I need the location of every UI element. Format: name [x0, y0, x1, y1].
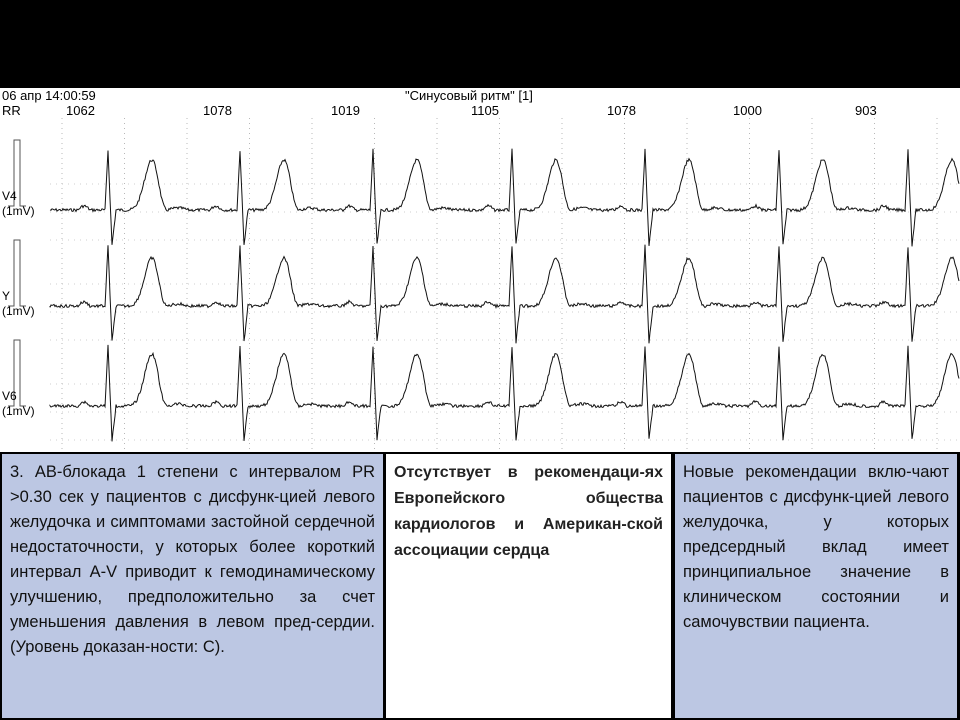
ecg-trace-v6 — [50, 345, 959, 442]
calibration-pulse — [8, 240, 26, 306]
ecg-timestamp: 06 апр 14:00:59 — [2, 88, 96, 103]
rr-value: 1078 — [607, 103, 636, 118]
rr-value: 1000 — [733, 103, 762, 118]
ecg-panel — [0, 88, 960, 452]
lead-y-name: Y — [2, 289, 11, 303]
table-cell-absent-note: Отсутствует в рекомендаци-ях Европейского общества кардиологов и Американ-ской ассоциации сердца — [386, 454, 671, 718]
ecg-strip — [0, 88, 960, 452]
ecg-trace-v4 — [50, 149, 959, 247]
lead-v6-name: V6 — [2, 389, 17, 403]
lead-v4-scale: (1mV) — [2, 204, 35, 218]
rhythm-title: "Синусовый ритм" [1] — [405, 88, 533, 103]
table-cell-new-recommendations: Новые рекомендации вклю-чают пациентов с дисфунк-цией левого желудочка, у которых предсердный вклад имеет принципиальное значение в клиническом состоянии и самочувствии пациента. — [675, 454, 957, 718]
table-cell-indication: 3. АВ-блокада 1 степени с интервалом PR >0.30 сек у пациентов с дисфунк-цией левого желудочка и симптомами застойной сердечной недостаточности, у которых более короткий интервал A-V приводит к гемодинамическому улучшению, предположительно за счет уменьшения давления в левом пред-сердии. (Уровень доказан-ности: С). — [2, 454, 383, 718]
lead-y-scale: (1mV) — [2, 304, 35, 318]
rr-value: 1078 — [203, 103, 232, 118]
lead-v4-name: V4 — [2, 189, 17, 203]
rr-label: RR — [2, 103, 21, 118]
rr-value: 1062 — [66, 103, 95, 118]
rr-value: 1019 — [331, 103, 360, 118]
rr-value: 1105 — [471, 103, 499, 118]
lead-v6-scale: (1mV) — [2, 404, 35, 418]
rr-value: 903 — [855, 103, 877, 118]
ecg-trace-y — [50, 245, 959, 344]
comparison-table — [0, 452, 960, 720]
